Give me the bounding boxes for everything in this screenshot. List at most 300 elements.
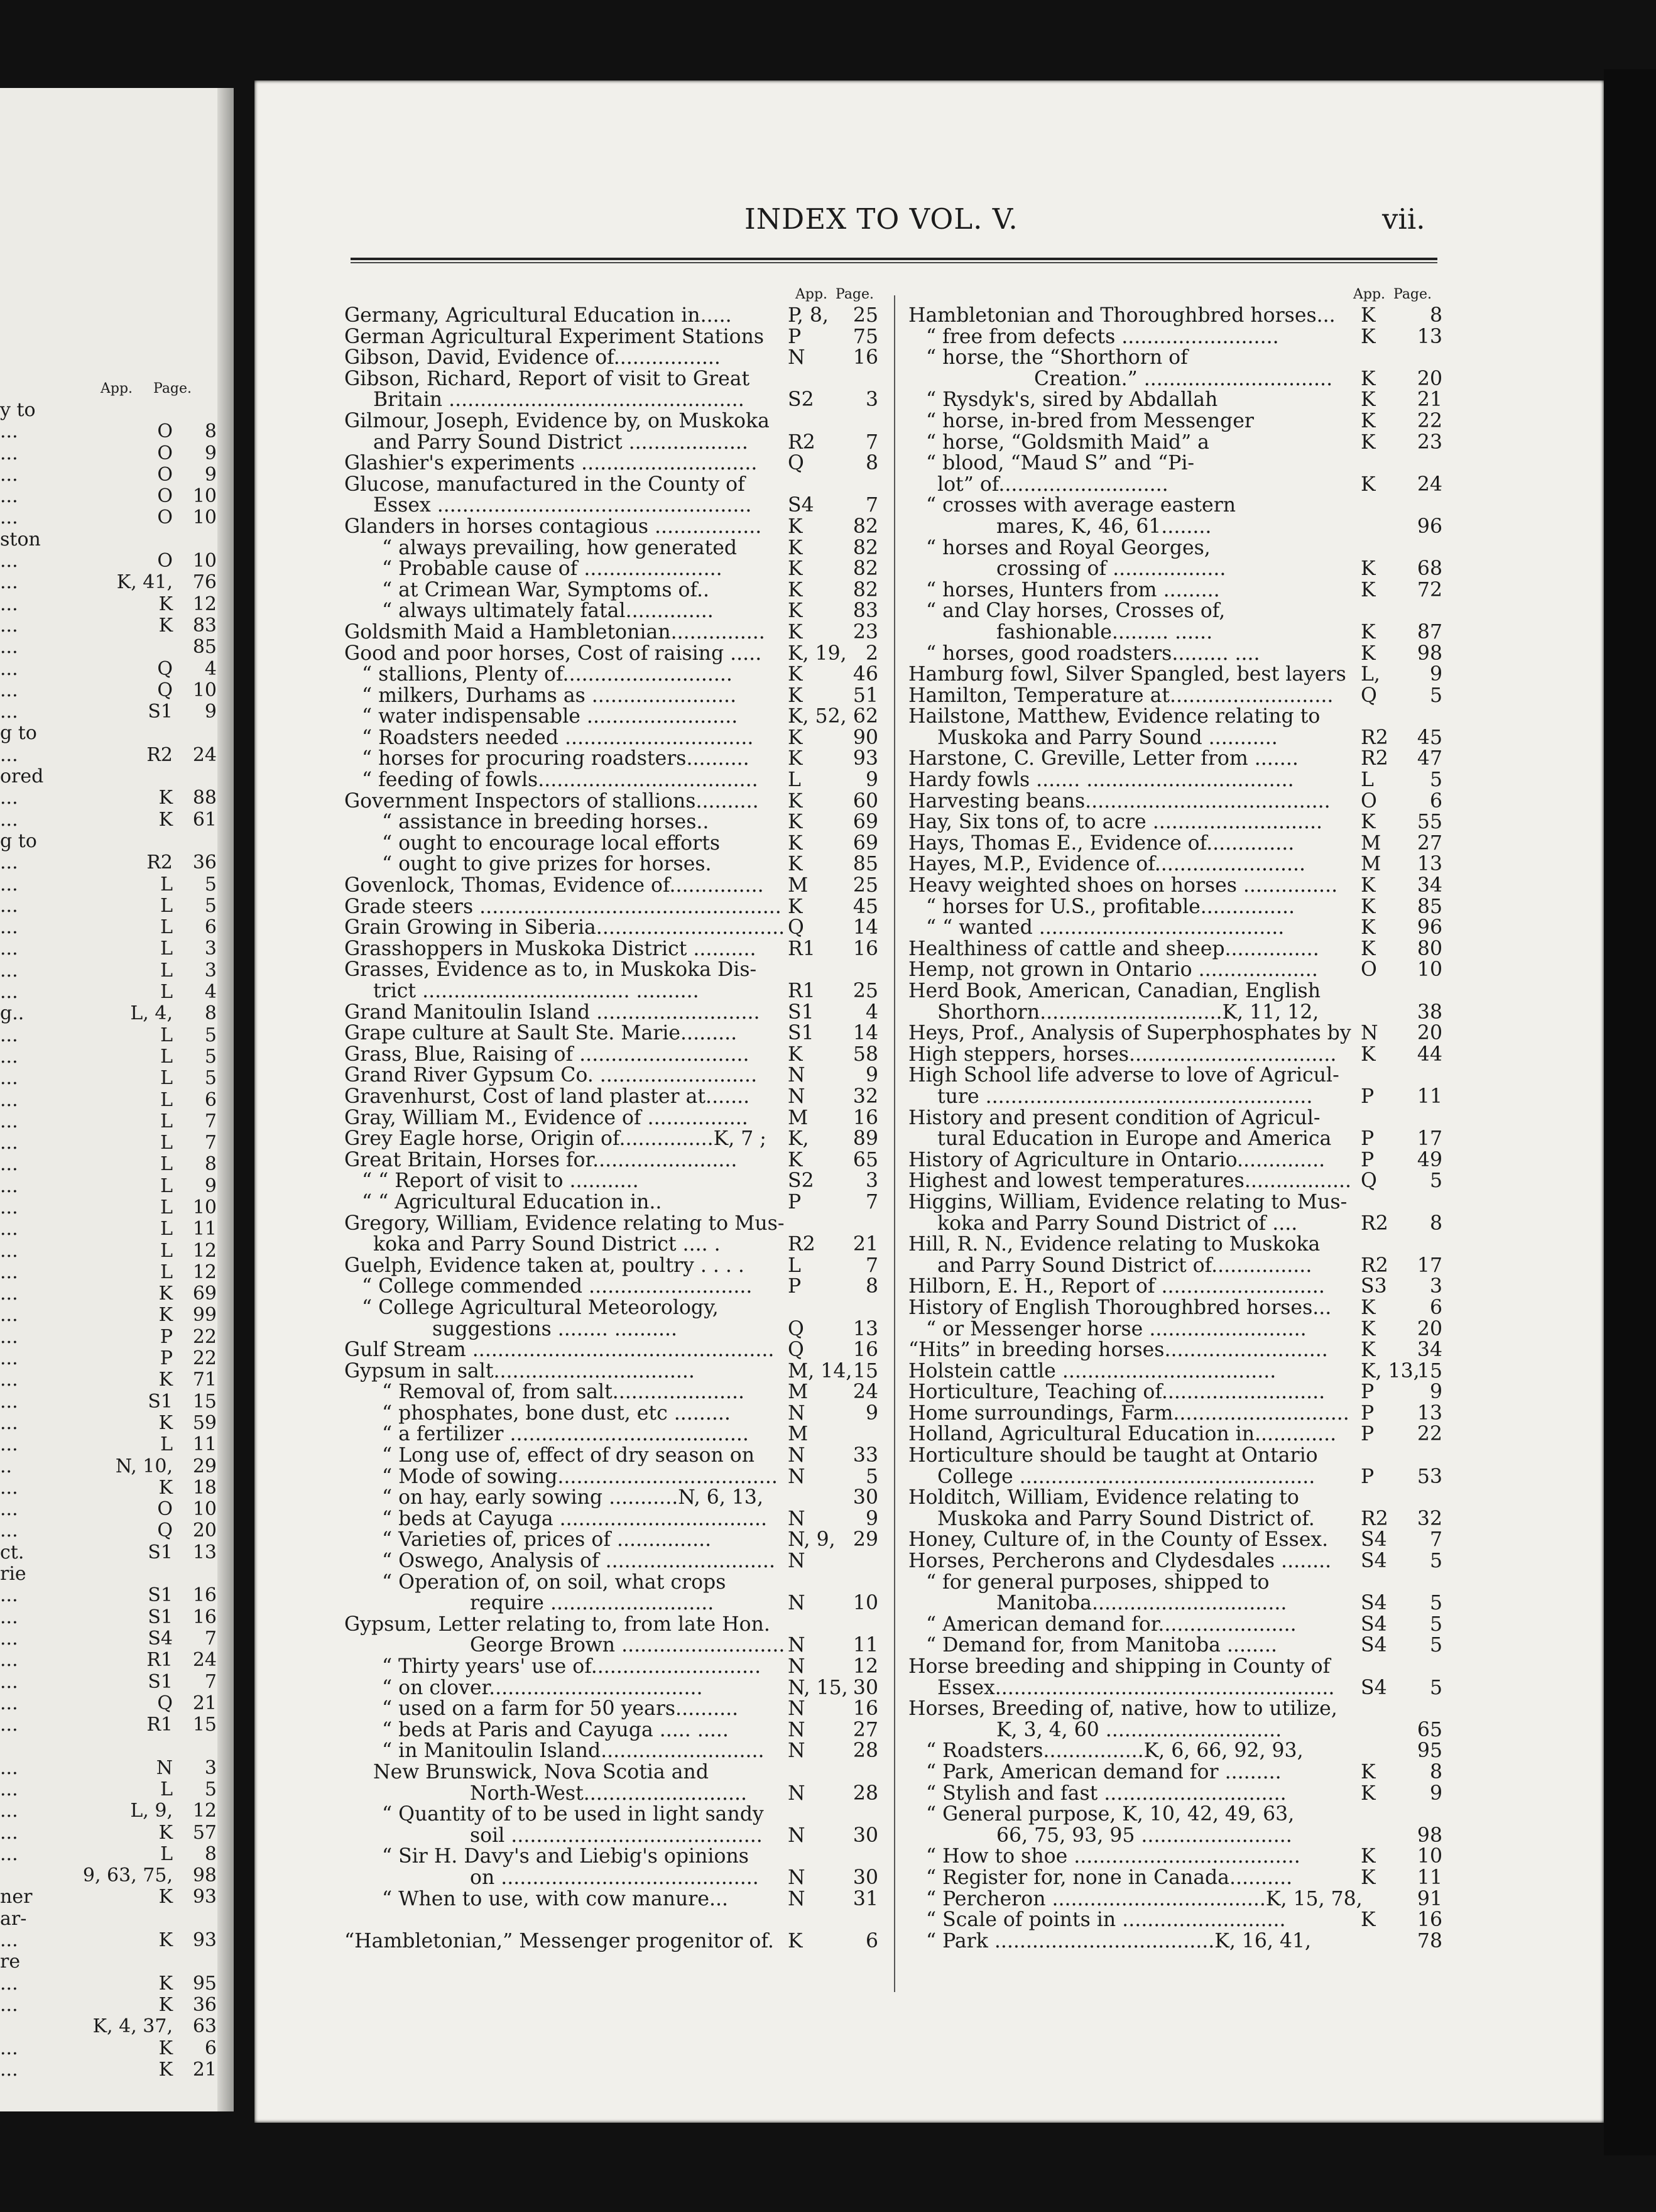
entry-text: “ “ wanted ....................................... [926,917,1285,939]
index-entry [344,1804,876,1826]
entry-appendix: R2 [146,743,173,766]
index-entry [344,706,876,728]
entry-text: Gibson, David, Evidence of................. [344,348,721,369]
entry-text: ... [0,572,18,594]
index-entry [344,622,876,643]
index-entry [908,390,1440,411]
index-entry [0,1628,217,1650]
entry-text: “ Roadsters................K, 6, 66, 92, 93, [926,1741,1304,1762]
entry-page: 10 [853,1592,878,1615]
entry-appendix: S4 [1361,1528,1387,1552]
entry-page: 28 [853,1739,878,1763]
index-entry [0,1800,217,1822]
entry-text: “ Quantity of to be used in light sandy [382,1804,764,1826]
index-entry [344,686,876,707]
entry-page: 21 [192,2058,217,2081]
app-header: App. [795,287,828,302]
index-entry [908,495,1440,517]
entry-page: 5 [1429,769,1442,792]
entry-text: Govenlock, Thomas, Evidence of............... [344,875,764,897]
index-entry [908,1868,1440,1889]
index-entry [0,723,217,744]
index-entry [344,917,876,939]
facing-page-fragment [0,88,234,2111]
index-entry [344,305,876,327]
entry-text: Grand Manitoulin Island .......................... [344,1002,760,1024]
entry-appendix: S1 [148,1541,173,1563]
entry-text: ... [0,1843,18,1865]
index-entry [908,348,1440,369]
entry-page: 22 [192,1347,217,1370]
index-entry [908,1234,1440,1256]
index-entry [908,643,1440,665]
entry-page: 28 [853,1782,878,1805]
index-entry [0,1779,217,1800]
entry-text: ... [0,809,18,831]
entry-text: ... [0,701,18,723]
entry-text: ... [0,593,18,615]
entry-appendix: Q [788,1339,804,1362]
entry-page: 7 [865,1190,878,1213]
entry-text: “ General purpose, K, 10, 42, 49, 63, [926,1804,1295,1826]
entry-appendix: K [158,593,173,615]
entry-page: 58 [853,1043,878,1066]
entry-appendix: P [788,325,802,348]
entry-page: 33 [853,1444,878,1467]
entry-page: 7 [865,1254,878,1277]
entry-appendix: K, 19, [788,642,847,665]
entry-appendix: K [1361,620,1376,643]
entry-text: ... [0,615,18,637]
index-entry [344,1023,876,1044]
entry-text: “ ought to give prizes for horses. [382,854,712,876]
index-entry [344,1276,876,1298]
entry-text: ... [0,787,18,809]
index-entry [0,421,217,442]
entry-page: 82 [853,536,878,559]
entry-page: 76 [192,571,217,594]
entry-text: ... [0,917,18,939]
entry-text: “ horses, Hunters from ......... [926,579,1220,601]
entry-page: 78 [1417,1929,1442,1952]
entry-text: Grass, Blue, Raising of ........................... [344,1044,749,1066]
entry-text: “ Demand for, from Manitoba ........ [926,1635,1278,1656]
entry-text: “ Register for, none in Canada.......... [926,1867,1293,1889]
entry-page: 85 [1417,895,1442,918]
index-entry [0,1822,217,1844]
entry-appendix: L [160,1067,173,1090]
index-entry [344,1551,876,1572]
entry-text: “Hits” in breeding horses.......................... [908,1340,1328,1361]
entry-page: 61 [192,808,217,831]
entry-text: Glashier's experiments ............................ [344,453,758,474]
entry-page: 53 [1417,1465,1442,1488]
index-entry [344,1382,876,1403]
entry-text: “Hambletonian,” Messenger progenitor of. [344,1930,774,1952]
index-entry [0,550,217,572]
entry-text: Gray, William M., Evidence of ................ [344,1107,748,1129]
entry-text: koka and Parry Sound District of .... [937,1213,1298,1235]
index-entry [0,745,217,766]
facing-page-index-column [0,378,217,2081]
index-entry [0,917,217,938]
index-entry [908,1065,1440,1087]
index-entry [344,875,876,897]
entry-page: 63 [192,2015,217,2038]
entry-text: Essex .................................................. [373,495,752,517]
entry-text: Highest and lowest temperatures................. [908,1171,1352,1192]
entry-appendix: K [788,895,803,918]
entry-text: ... [0,1240,18,1262]
entry-text: “ beds at Cayuga ................................. [382,1508,768,1530]
entry-text: “ Varieties of, prices of ............... [382,1530,712,1552]
entry-appendix: M [788,1381,809,1404]
entry-text: Horse breeding and shipping in County of [908,1656,1331,1678]
entry-appendix: K [158,808,173,831]
entry-appendix: P [160,1347,173,1370]
index-entry [344,390,876,411]
index-entry [908,960,1440,981]
entry-page: 96 [1417,515,1442,538]
index-entry [908,1551,1440,1572]
entry-text: Grasshoppers in Muskoka District .......... [344,938,756,960]
entry-page: 13 [192,1541,217,1563]
entry-page: 34 [1417,874,1442,897]
entry-page: 10 [192,506,217,529]
entry-page: 90 [853,726,878,749]
entry-page: 65 [1417,1718,1442,1741]
entry-page: 3 [204,1756,217,1779]
entry-page: 89 [853,1127,878,1151]
index-entry [0,1456,217,1477]
entry-page: 29 [853,1528,878,1552]
index-entry [908,1846,1440,1868]
entry-text: “ at Crimean War, Symptoms of.. [382,579,710,601]
index-entry [908,432,1440,454]
entry-text: Holditch, William, Evidence relating to [908,1487,1299,1509]
index-entry [908,580,1440,601]
entry-appendix: K [158,2058,173,2081]
index-entry [908,1087,1440,1108]
index-entry [344,1340,876,1361]
entry-page: 10 [1417,1845,1442,1868]
entry-text: “ Roadsters needed .............................. [362,727,754,749]
entry-text: Heavy weighted shoes on horses ............... [908,875,1338,897]
entry-text: “ stallions, Plenty of........................... [362,664,733,686]
entry-appendix: S4 [788,494,814,517]
entry-text: ... [0,938,18,960]
entry-page: 30 [853,1824,878,1847]
entry-page: 8 [204,1153,217,1176]
entry-text: “ in Manitoulin Island.......................... [382,1741,765,1762]
entry-appendix: P [1361,1381,1375,1404]
entry-page: 10 [1417,958,1442,982]
entry-page: 11 [192,1433,217,1456]
entry-page: 7 [204,1670,217,1693]
entry-appendix: S1 [148,1584,173,1607]
entry-text: g.. [0,1003,25,1025]
index-entry [0,895,217,917]
entry-page: 9 [865,1064,878,1087]
entry-page: 71 [192,1369,217,1391]
entry-appendix: L [160,1433,173,1456]
entry-text: Gravenhurst, Cost of land plaster at....... [344,1086,750,1108]
entry-text: Heys, Prof., Analysis of Superphosphates by [908,1023,1351,1044]
entry-page: 27 [1417,831,1442,855]
index-entry [908,686,1440,707]
entry-text: Holland, Agricultural Education in............. [908,1424,1337,1446]
entry-text: “ phosphates, bone dust, etc ......... [382,1403,731,1425]
entry-appendix: L [788,769,801,792]
entry-text: “ Removal of, from salt..................... [382,1382,745,1403]
entry-text: crossing of .................. [996,559,1226,580]
entry-text: Higgins, William, Evidence relating to Mus- [908,1191,1348,1213]
entry-appendix: P [788,1190,802,1213]
page-header: Page. [836,287,874,302]
entry-text: ... [0,2059,18,2081]
entry-text: “ blood, “Maud S” and “Pi- [926,453,1195,474]
entry-appendix: L [160,1261,173,1283]
entry-appendix: K [1361,1317,1376,1340]
index-entry [344,1741,876,1762]
index-entry [0,1714,217,1736]
index-entry [0,1090,217,1111]
index-entry [344,1361,876,1382]
entry-page: 10 [192,550,217,572]
index-entry [908,517,1440,538]
entry-appendix: L [160,1110,173,1132]
index-entry [908,1256,1440,1277]
entry-appendix: O [157,442,173,464]
entry-page: 25 [853,874,878,897]
entry-page: 83 [192,614,217,637]
entry-page: 93 [853,747,878,770]
entry-page: 36 [192,1993,217,2016]
entry-page: 12 [192,1261,217,1283]
entry-text: y to [0,400,36,421]
entry-appendix: M [788,1106,809,1129]
entry-appendix: K [1361,1866,1376,1889]
entry-text: Gilmour, Joseph, Evidence by, on Muskoka [344,410,770,432]
entry-page: 16 [1417,1908,1442,1932]
entry-text: “ “ Agricultural Education in.. [362,1191,662,1213]
index-entry [344,1846,876,1868]
index-column-left [344,284,876,1952]
index-entry [344,643,876,665]
index-entry [344,812,876,833]
entry-text: ... [0,873,18,895]
index-entry [908,1762,1440,1783]
entry-appendix: Q [157,657,173,680]
entry-page: 96 [1417,916,1442,939]
entry-text: “ a fertilizer ...................................... [382,1424,749,1446]
entry-page: 82 [853,578,878,601]
entry-appendix: R2 [1361,726,1388,749]
entry-page: 32 [853,1085,878,1108]
entry-text: trict ................................. .......... [373,981,699,1002]
entry-appendix: Q [788,1317,804,1340]
entry-appendix: K [1361,1043,1376,1066]
entry-text: Gregory, William, Evidence relating to Mus- [344,1213,785,1235]
entry-text: “ Park, American demand for ......... [926,1761,1282,1783]
index-entry [908,1656,1440,1678]
entry-text: soil ........................................ [470,1825,763,1847]
index-entry [0,637,217,658]
entry-text: ... [0,1477,18,1499]
entry-text: suggestions ........ .......... [432,1318,677,1340]
entry-text: tural Education in Europe and America [937,1129,1332,1150]
index-entry [908,791,1440,813]
index-entry [908,833,1440,855]
entry-page: 85 [853,853,878,876]
entry-appendix: K [788,811,803,834]
entry-text: Hayes, M.P., Evidence of........................ [908,854,1306,876]
entry-page: 12 [192,1239,217,1262]
entry-appendix: K [788,536,803,559]
entry-appendix: K [788,578,803,601]
entry-text: High School life adverse to love of Agricul- [908,1065,1339,1087]
entry-appendix: N [788,1697,805,1721]
index-entry [0,1413,217,1434]
entry-appendix: N [1361,1022,1378,1045]
entry-appendix: M [1361,853,1381,876]
entry-page: 7 [865,494,878,517]
entry-appendix: N [788,1739,805,1763]
entry-text: Grape culture at Sault Ste. Marie......... [344,1023,738,1044]
entry-text: “ horses, good roadsters......... .... [926,643,1260,665]
entry-page: 17 [1417,1127,1442,1151]
entry-text: K, 3, 4, 60 ............................ [996,1719,1282,1741]
app-header: App. [1353,287,1386,302]
index-entry [0,507,217,528]
entry-appendix: R2 [1361,1254,1388,1277]
index-entry [0,809,217,831]
entry-page: 38 [1417,1000,1442,1024]
index-entry [0,1995,217,2016]
entry-appendix: K [1361,874,1376,897]
entry-page: 5 [204,1024,217,1046]
entry-appendix: L [160,1174,173,1197]
entry-text: ... [0,486,18,508]
index-entry [344,1044,876,1066]
index-entry [0,982,217,1003]
index-entry [344,1720,876,1741]
index-entry [344,1065,876,1087]
index-entry [344,453,876,474]
index-entry [908,1593,1440,1614]
index-entry [908,1530,1440,1551]
entry-page: 24 [853,1381,878,1404]
index-entry [908,1213,1440,1235]
index-entry [908,939,1440,960]
index-entry [0,1865,217,1886]
entry-appendix: K [158,614,173,637]
entry-page: 3 [204,959,217,982]
entry-appendix: O [157,485,173,508]
entry-page: 22 [192,1325,217,1348]
entry-text: ... [0,1499,18,1521]
entry-appendix: M, 14, [788,1359,853,1382]
entry-text: require .......................... [470,1593,714,1614]
index-entry [344,348,876,369]
entry-page: 5 [204,873,217,895]
entry-text: ... [0,744,18,766]
entry-page: 65 [853,1148,878,1171]
entry-text: “ “ Report of visit to ........... [362,1171,639,1192]
index-entry [908,1614,1440,1636]
index-entry [0,874,217,895]
entry-appendix: R2 [788,430,815,454]
entry-page: 5 [204,1778,217,1800]
entry-text: “ milkers, Durhams as ....................... [362,685,737,707]
index-entry [344,1889,876,1910]
index-entry [344,1530,876,1551]
entry-text: German Agricultural Experiment Stations [344,326,765,348]
entry-text: Muskoka and Parry Sound ........... [937,727,1278,749]
entry-text: Britain ............................................... [373,390,744,411]
index-entry [908,706,1440,728]
entry-appendix: S4 [1361,1550,1387,1573]
entry-text: “ College commended .......................... [362,1276,753,1298]
index-entry [0,1650,217,1671]
entry-appendix: K [788,747,803,770]
entry-page: 9 [204,442,217,464]
entry-appendix: K [788,663,803,686]
entry-appendix: N [788,1824,805,1847]
entry-text: ... [0,1800,18,1822]
entry-text: Gypsum in salt................................ [344,1361,695,1382]
entry-text: Hays, Thomas E., Evidence of.............. [908,833,1295,855]
entry-text: Hamilton, Temperature at.......................... [908,685,1334,707]
index-entry [0,1305,217,1326]
entry-appendix: M [788,1423,809,1446]
entry-text: on ......................................... [470,1867,759,1889]
entry-text: Hill, R. N., Evidence relating to Muskoka [908,1234,1321,1256]
entry-text: Gypsum, Letter relating to, from late Hon. [344,1614,770,1636]
entry-text: “ College Agricultural Meteorology, [362,1297,719,1319]
entry-page: 23 [1417,430,1442,454]
entry-page: 5 [865,1465,878,1488]
index-entry [344,748,876,770]
entry-page: 8 [204,1002,217,1025]
entry-page: 7 [204,1627,217,1650]
entry-page: 6 [204,2037,217,2059]
index-entry [344,1699,876,1720]
index-entry [0,572,217,593]
entry-page: 25 [853,980,878,1002]
entry-text: ston [0,528,41,550]
entry-text: Great Britain, Horses for....................... [344,1149,738,1171]
entry-appendix: L [160,1024,173,1046]
entry-text: ... [0,679,18,701]
index-entry [908,812,1440,833]
entry-appendix: L [160,981,173,1004]
entry-text: “ How to shoe .................................... [926,1846,1300,1868]
index-entry [344,1171,876,1192]
entry-text: ... [0,1132,18,1154]
entry-text: “ assistance in breeding horses.. [382,812,709,833]
entry-appendix: K [788,515,803,538]
index-entry [344,474,876,496]
entry-appendix: P [1361,1423,1375,1446]
entry-text: High steppers, horses................................. [908,1044,1337,1066]
entry-appendix: S2 [788,388,814,412]
index-entry [908,1276,1440,1298]
index-entry [0,1886,217,1908]
entry-page: 47 [1417,747,1442,770]
page-gutter [217,88,234,2111]
entry-text: ... [0,1068,18,1090]
